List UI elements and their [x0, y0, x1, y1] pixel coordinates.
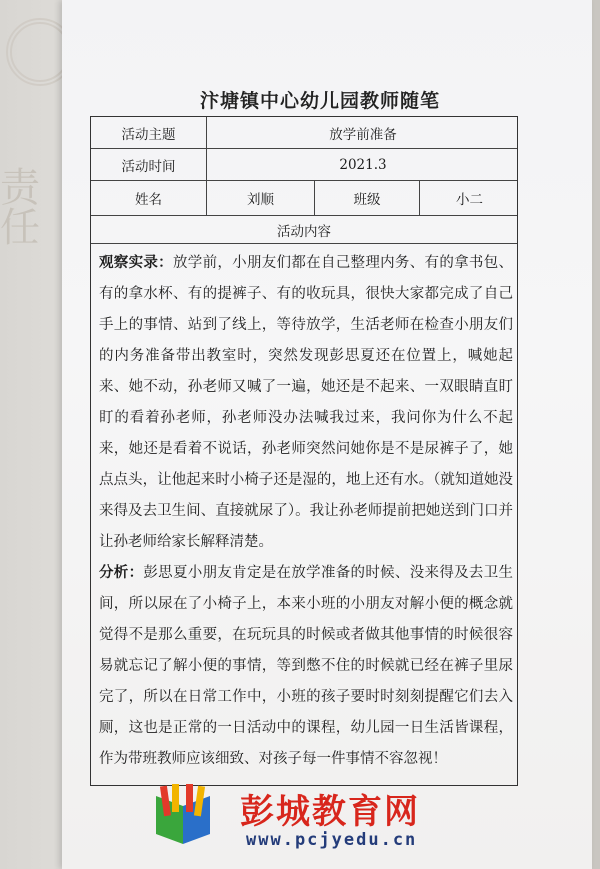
- analysis-paragraph: [99, 558, 513, 775]
- observation-paragraph: [99, 248, 513, 558]
- topic-value: 放学前准备: [206, 117, 519, 148]
- table-row-time: [91, 149, 517, 181]
- time-label: 活动时间: [121, 158, 176, 175]
- analysis-text: 彭思夏小朋友肯定是在放学准备的时候、没来得及去卫生间，所以尿在了小椅子上，本来小班的小朋友对解小便的概念就觉得不是那么重要，在玩玩具的时候或者做其他事情的时候很容易就忘记了解小便的事情，等到憋不住的时候就已经在裤子里尿完了，所以在日常工作中，小班的孩子要时时刻刻提醒它们去入厕，这也是正常的一日活动中的课程，幼儿园一日生活皆课程，作为带班教师应该细致、对孩子每一件事情不容忽视！: [99, 565, 513, 767]
- watermark-site-name: 彭城教育网: [240, 792, 420, 832]
- class-value: 小二: [419, 181, 519, 215]
- background-sheet-text: 责任: [0, 165, 40, 251]
- site-watermark: [150, 778, 510, 858]
- activity-content: [99, 248, 513, 775]
- name-label: 姓名: [135, 192, 162, 208]
- table-row-content-header: [91, 216, 517, 244]
- content-header: 活动内容: [277, 223, 331, 240]
- analysis-lead: 分析：: [99, 565, 144, 581]
- document-title: 汴塘镇中心幼儿园教师随笔: [199, 90, 440, 112]
- watermark-url: www.pcjyedu.cn: [246, 830, 418, 850]
- observation-lead: 观察实录：: [99, 255, 173, 271]
- observation-text: 放学前，小朋友们都在自己整理内务、有的拿书包、有的拿水杯、有的提裤子、有的收玩具，很快大家都完成了自己手上的事情、站到了线上，等待放学，生活老师在检查小朋友们的内务准备带出教室时，突然发现彭思夏还在位置上，喊她起来、她不动，孙老师又喊了一遍，她还是不起来、一双眼睛直盯盯的看着孙老师，孙老师没办法喊我过来，我问你为什么不起来，她还是看着不说话，孙老师突然问她你是不是尿裤子了，她点点头，让他起来时小椅子还是湿的，地上还有水。（就知道她没来得及去卫生间、直接就尿了）。我让孙老师提前把她送到门口并让孙老师给家长解释清楚。: [99, 255, 514, 550]
- topic-label: 活动主题: [121, 126, 176, 143]
- name-value: 刘顺: [206, 181, 314, 215]
- record-table: [90, 116, 518, 786]
- table-row-person: [91, 181, 517, 216]
- class-label: 班级: [314, 181, 419, 215]
- table-row-topic: [91, 117, 517, 149]
- time-value: 2021.3: [206, 149, 519, 180]
- book-logo-icon: [150, 782, 216, 848]
